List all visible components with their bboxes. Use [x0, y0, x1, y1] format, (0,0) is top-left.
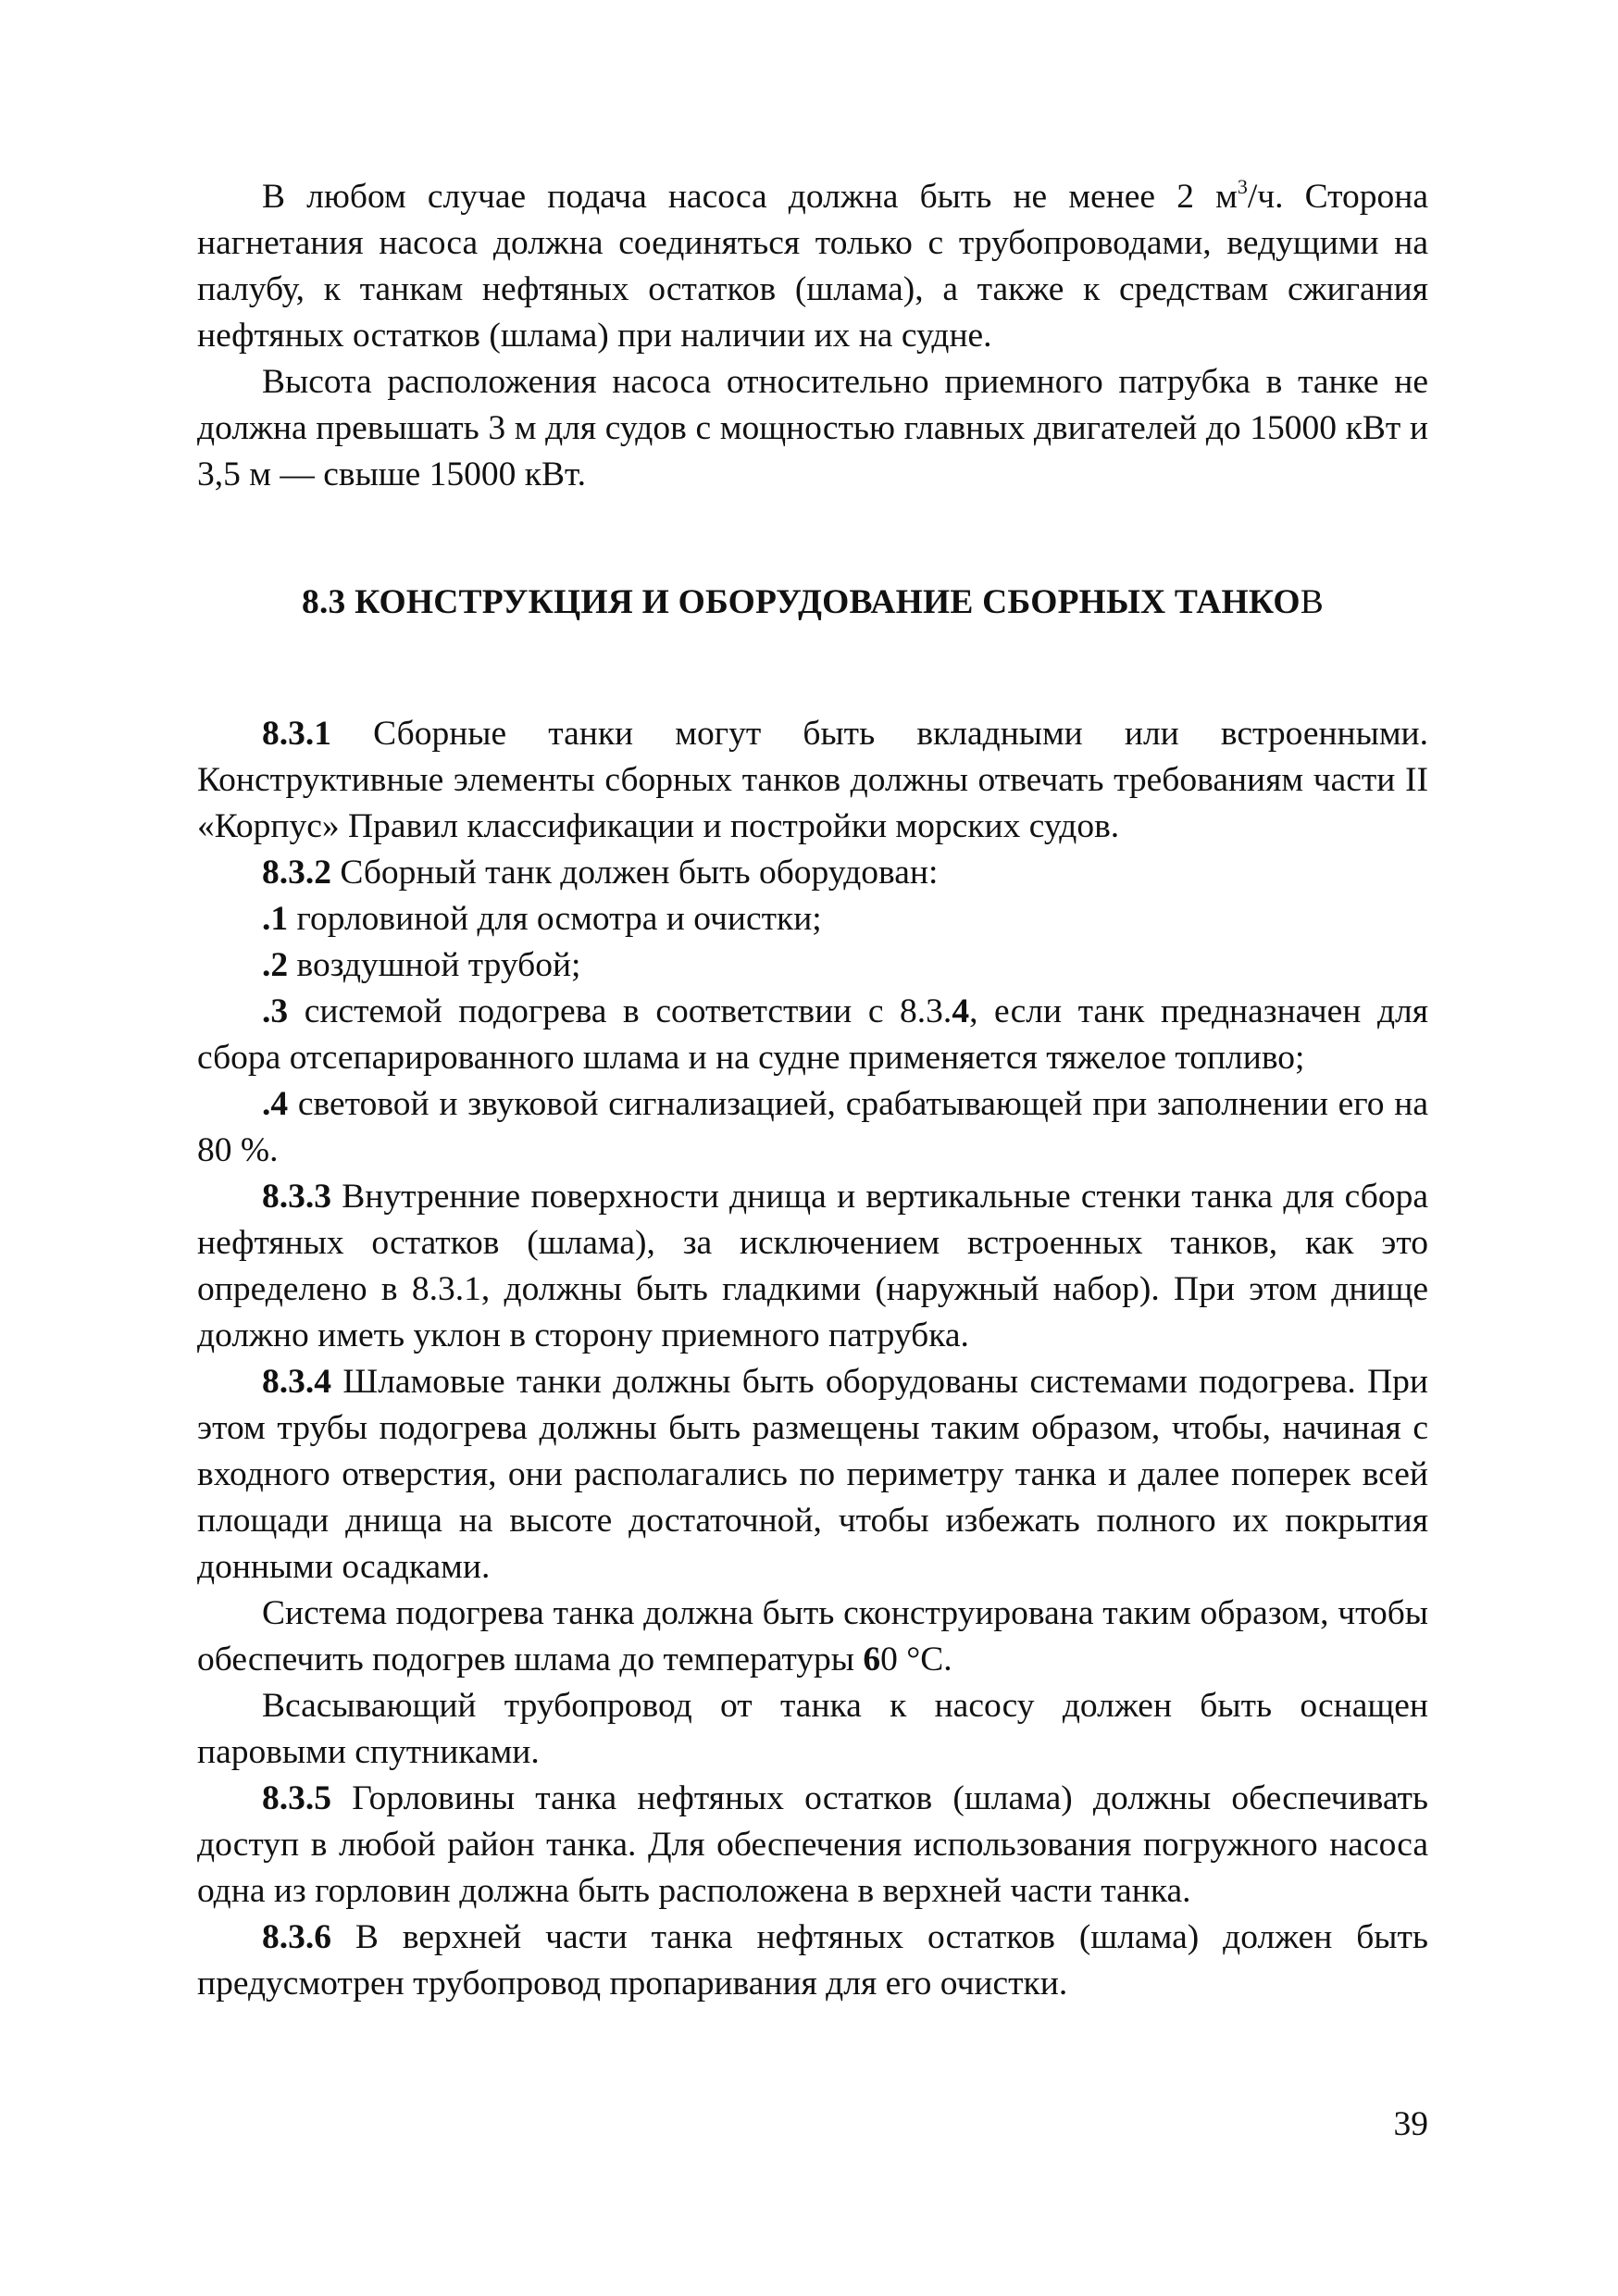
item-text: Сборный танк должен быть оборудован: [331, 854, 939, 892]
heating-text-cont: 0 °С. [880, 1641, 952, 1678]
sub-item-number: .1 [262, 900, 289, 938]
item-number: 8.3.2 [262, 854, 331, 892]
item-text: В верхней части танка нефтяных остатков (шлама) должен быть предусмотрен трубопровод пропаривания для его очистки. [197, 1918, 1428, 2003]
page-number: 39 [1393, 2105, 1428, 2143]
item-number: 8.3.1 [262, 715, 331, 753]
sub-item-3 [197, 989, 1428, 1081]
item-number: 8.3.6 [262, 1918, 331, 1956]
item-number: 8.3.5 [262, 1779, 331, 1817]
item-number: 8.3.4 [262, 1363, 331, 1401]
sub-item-text: световой и звуковой сигнализацией, срабатывающей при заполнении его на 80 %. [197, 1085, 1428, 1169]
sub-item-4 [197, 1081, 1428, 1174]
sub-item-number: .3 [262, 992, 289, 1030]
section-heading-bold: 8.3 КОНСТРУКЦИЯ И ОБОРУДОВАНИЕ СБОРНЫХ ТАНКО [302, 583, 1301, 621]
temperature-bold-digit: 6 [863, 1641, 881, 1678]
pump-discharge-text: /ч. Сторона нагнетания насоса должна соединяться только с трубопроводами, ведущими на палубу, к танкам нефтяных остатков (шлама), а также к средствам сжигания нефтяных остатков (шлама) при наличии их на судне. [197, 178, 1428, 355]
heating-temperature-paragraph [197, 1591, 1428, 1683]
item-8-3-5 [197, 1776, 1428, 1915]
item-8-3-3 [197, 1174, 1428, 1359]
sub-item-number: .2 [262, 946, 289, 984]
sub-item-text: воздушной трубой; [288, 946, 581, 984]
item-text: Шламовые танки должны быть оборудованы системами подогрева. При этом трубы подогрева должны быть размещены таким образом, чтобы, начиная с входного отверстия, они располагались по периметру танка и далее поперек всей площади днища на высоте достаточной, чтобы избежать полного их покрытия донными осадками. [197, 1363, 1428, 1586]
item-number: 8.3.3 [262, 1178, 331, 1216]
pump-capacity-text: В любом случае подача насоса должна быть не менее 2 м [262, 178, 1238, 216]
body-text [197, 174, 1428, 2007]
sub-item-text: горловиной для осмотра и очистки; [288, 900, 822, 938]
sub-item-2 [197, 942, 1428, 989]
item-text: Внутренние поверхности днища и вертикальные стенки танка для сбора нефтяных остатков (шлама), за исключением встроенных танков, как это определено в 8.3.1, должны быть гладкими (наружный набор). При этом днище должно иметь уклон в сторону приемного патрубка. [197, 1178, 1428, 1354]
cross-reference-bold: 4 [952, 992, 970, 1030]
item-8-3-1 [197, 711, 1428, 850]
intro-paragraph-pump-height: Высота расположения насоса относительно приемного патрубка в танке не должна превышать 3 м для судов с мощностью главных двигателей до 15000 кВт и 3,5 м — свыше 15000 кВт. [197, 363, 1428, 493]
section-heading [197, 580, 1428, 626]
sub-item-number: .4 [262, 1085, 289, 1123]
intro-paragraph-pump-capacity [197, 174, 1428, 359]
item-text: Горловины танка нефтяных остатков (шлама) должны обеспечивать доступ в любой район танка. Для обеспечения использования погружного насоса одна из горловин должна быть расположена в верхней части танка. [197, 1779, 1428, 1910]
section-heading-tail: В [1300, 583, 1324, 621]
item-8-3-4 [197, 1359, 1428, 1591]
sub-item-text-cont: , если танк предназначен для сбора отсепарированного шлама и на судне применяется тяжелое топливо; [197, 992, 1428, 1077]
item-8-3-6 [197, 1915, 1428, 2007]
sub-item-text: системой подогрева в соответствии с 8.3. [288, 992, 952, 1030]
sub-item-1 [197, 896, 1428, 942]
item-8-3-2 [197, 850, 1428, 896]
heating-text: Система подогрева танка должна быть сконструирована таким образом, чтобы обеспечить подогрев шлама до температуры [197, 1594, 1428, 1678]
item-text: Сборные танки могут быть вкладными или встроенными. Конструктивные элементы сборных танков должны отвечать требованиям части II «Корпус» Правил классификации и постройки морских судов. [197, 715, 1428, 845]
cubic-superscript: 3 [1237, 175, 1248, 198]
suction-pipe-paragraph: Всасывающий трубопровод от танка к насосу должен быть оснащен паровыми спутниками. [197, 1687, 1428, 1771]
